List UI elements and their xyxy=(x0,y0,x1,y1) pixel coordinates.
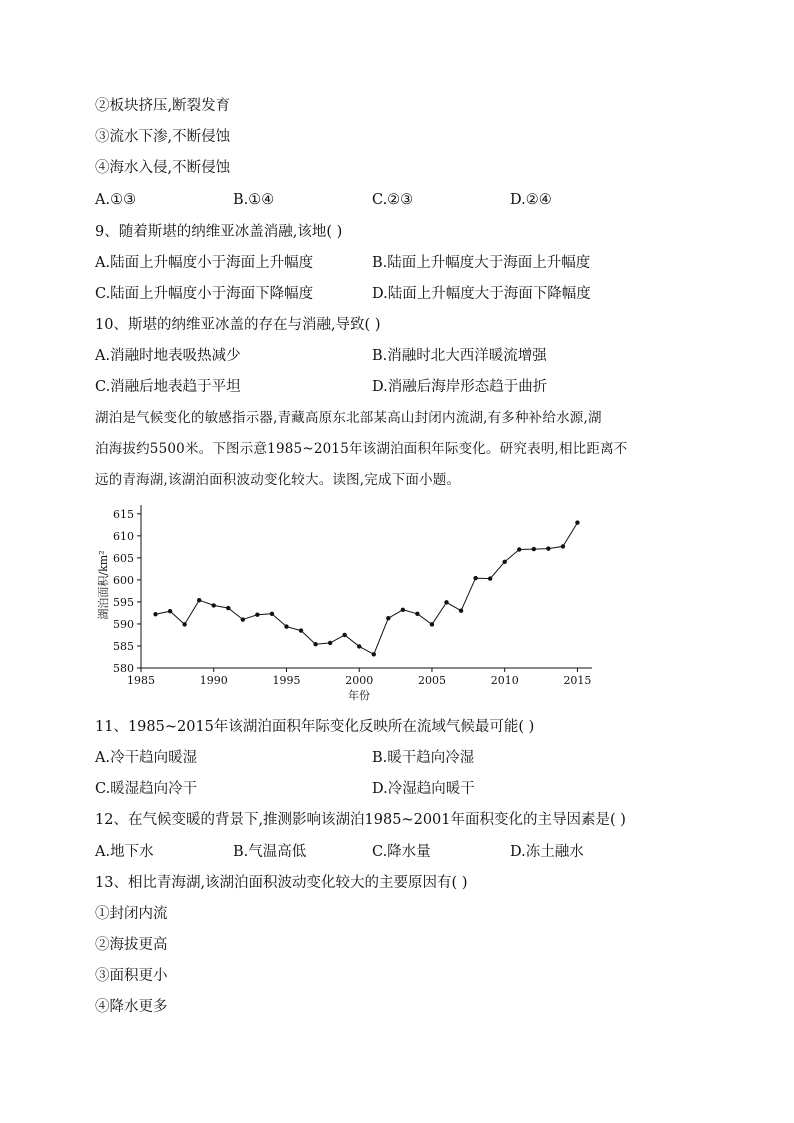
data-point xyxy=(168,609,172,613)
data-point xyxy=(313,642,317,646)
choice-a[interactable]: A.消融时地表吸热减少 xyxy=(95,348,241,364)
data-point xyxy=(372,652,376,656)
data-point xyxy=(444,600,448,604)
choice-a[interactable]: A.①③ xyxy=(95,192,137,208)
choice-a[interactable]: A.地下水 xyxy=(95,844,154,860)
choice-b[interactable]: B.消融时北大西洋暖流增强 xyxy=(372,348,547,364)
choice-a[interactable]: A.陆面上升幅度小于海面上升幅度 xyxy=(95,255,314,271)
data-point xyxy=(241,617,245,621)
data-point xyxy=(270,612,274,616)
data-point xyxy=(532,547,536,551)
data-point xyxy=(401,608,405,612)
question-11-stem: 11、1985~2015年该湖泊面积年际变化反映所在流域气候最可能( ) xyxy=(95,719,535,735)
passage xyxy=(95,403,703,496)
x-tick-label: 1985 xyxy=(127,674,155,687)
data-point xyxy=(328,641,332,645)
choice-b[interactable]: B.气温高低 xyxy=(233,844,307,860)
x-axis-label: 年份 xyxy=(348,689,370,702)
choice-c[interactable]: C.陆面上升幅度小于海面下降幅度 xyxy=(95,286,314,302)
question-10-stem: 10、斯堪的纳维亚冰盖的存在与消融,导致( ) xyxy=(95,317,381,333)
y-tick-label: 605 xyxy=(113,551,134,565)
data-point xyxy=(386,616,390,620)
x-tick-label: 2015 xyxy=(563,674,592,687)
data-point xyxy=(430,622,434,626)
choice-c[interactable]: C.②③ xyxy=(372,192,414,208)
data-point xyxy=(517,547,521,551)
x-tick-label: 1990 xyxy=(199,674,228,687)
passage-line: 远的青海湖,该湖泊面积波动变化较大。读图,完成下面小题。 xyxy=(95,472,461,488)
data-point xyxy=(415,612,419,616)
data-point xyxy=(357,644,361,648)
x-tick-label: 1995 xyxy=(272,674,301,687)
y-tick-label: 600 xyxy=(113,573,134,587)
data-point xyxy=(182,622,186,626)
choice-c[interactable]: C.暖湿趋向冷干 xyxy=(95,781,198,797)
choice-b[interactable]: B.陆面上升幅度大于海面上升幅度 xyxy=(372,255,591,271)
x-tick-label: 2000 xyxy=(345,674,374,687)
y-tick-label: 615 xyxy=(113,507,134,521)
choice-d[interactable]: D.冻土融水 xyxy=(510,844,584,860)
option-item: ③面积更小 xyxy=(95,968,168,984)
data-point xyxy=(473,576,477,580)
data-point xyxy=(546,546,550,550)
data-point xyxy=(197,598,201,602)
data-point xyxy=(575,520,579,524)
choice-d[interactable]: D.陆面上升幅度大于海面下降幅度 xyxy=(372,286,591,302)
data-point xyxy=(153,612,157,616)
choice-c[interactable]: C.降水量 xyxy=(372,844,431,860)
data-point xyxy=(488,576,492,580)
option-item: ④降水更多 xyxy=(95,999,168,1015)
option-item: ③流水下渗,不断侵蚀 xyxy=(95,129,231,145)
data-point xyxy=(342,633,346,637)
series-line xyxy=(156,523,578,655)
y-tick-label: 580 xyxy=(113,662,134,675)
question-12-stem: 12、在气候变暖的背景下,推测影响该湖泊1985~2001年面积变化的主导因素是( ) xyxy=(95,812,626,828)
y-axis-label: 湖泊面积/km² xyxy=(97,550,110,620)
y-tick-label: 590 xyxy=(113,617,134,631)
choice-b[interactable]: B.暖干趋向冷湿 xyxy=(372,750,475,766)
passage-line: 泊海拔约5500米。下图示意1985~2015年该湖泊面积年际变化。研究表明,相比距离不 xyxy=(95,441,628,457)
choice-d[interactable]: D.冷湿趋向暖干 xyxy=(372,781,475,797)
choice-c[interactable]: C.消融后地表趋于平坦 xyxy=(95,379,241,395)
question-9-stem: 9、随着斯堪的纳维亚冰盖消融,该地( ) xyxy=(95,224,343,240)
data-point xyxy=(561,544,565,548)
data-point xyxy=(255,612,259,616)
passage-line: 湖泊是气候变化的敏感指示器,青藏高原东北部某高山封闭内流湖,有多种补给水源,湖 xyxy=(95,410,602,426)
choice-d[interactable]: D.消融后海岸形态趋于曲折 xyxy=(372,379,548,395)
data-point xyxy=(299,628,303,632)
y-tick-label: 585 xyxy=(113,639,134,653)
option-item: ②板块挤压,断裂发育 xyxy=(95,98,231,114)
data-point xyxy=(503,560,507,564)
choice-b[interactable]: B.①④ xyxy=(233,192,275,208)
data-point xyxy=(284,624,288,628)
y-tick-label: 595 xyxy=(113,595,134,609)
option-item: ②海拔更高 xyxy=(95,937,168,953)
choice-d[interactable]: D.②④ xyxy=(510,192,552,208)
option-item: ①封闭内流 xyxy=(95,906,168,922)
y-tick-label: 610 xyxy=(113,529,134,543)
data-point xyxy=(212,603,216,607)
lake-area-chart xyxy=(95,500,605,705)
question-13-stem: 13、相比青海湖,该湖泊面积波动变化较大的主要原因有( ) xyxy=(95,875,468,891)
x-tick-label: 2010 xyxy=(490,674,519,687)
option-item: ④海水入侵,不断侵蚀 xyxy=(95,160,231,176)
data-point xyxy=(226,606,230,610)
data-point xyxy=(459,609,463,613)
x-tick-label: 2005 xyxy=(417,674,446,687)
choice-a[interactable]: A.冷干趋向暖湿 xyxy=(95,750,198,766)
